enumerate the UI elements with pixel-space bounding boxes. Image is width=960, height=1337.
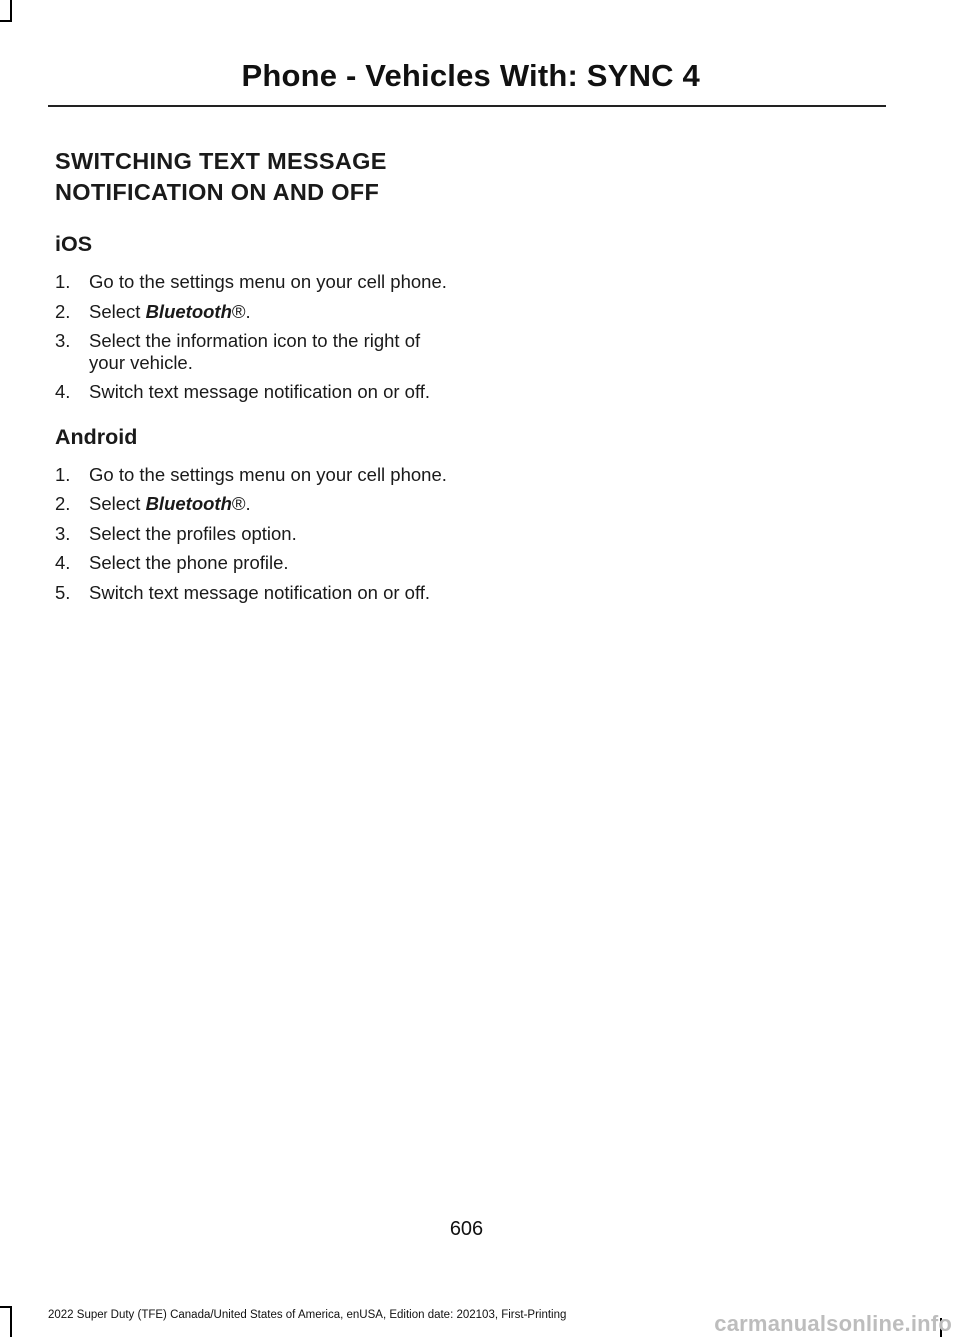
step-emphasis: Bluetooth [145,493,232,514]
step-number: 4. [55,552,71,573]
list-item [55,552,455,574]
list-item [55,464,455,486]
crop-mark [10,0,12,22]
watermark: carmanualsonline.info [714,1311,952,1336]
step-text: Select the profiles option. [89,522,297,544]
step-emphasis: Bluetooth [145,300,232,322]
crop-mark [0,1306,12,1308]
step-number: 4. [55,381,71,402]
step-number: 1. [55,463,71,485]
main-content [55,146,455,623]
header-divider [48,105,886,107]
step-text: Switch text message notification on or off. [89,581,431,603]
crop-mark [0,20,12,22]
page-number: 606 [449,1218,484,1240]
step-text: Select the information icon to the right of your vehicle. [89,330,421,373]
list-item [55,301,455,323]
section-title-line-2: NOTIFICATION ON AND OFF [55,179,380,205]
list-item [55,582,455,604]
step-text: Select the phone profile. [89,552,289,573]
section-title [55,146,455,208]
step-number: 5. [55,581,71,603]
ios-heading: iOS [55,232,93,256]
step-text: Switch text message notification on or off. [89,381,431,402]
android-heading: Android [55,424,138,449]
step-text-prefix: Select [89,300,146,322]
list-item [55,381,455,403]
list-item [55,523,455,545]
list-item [55,493,455,515]
section-title-line-1: SWITCHING TEXT MESSAGE [55,148,387,174]
list-item [55,271,455,293]
step-number: 2. [55,300,71,322]
step-number: 3. [55,330,71,351]
step-text: Go to the settings menu on your cell phone. [89,271,447,292]
list-item [55,330,455,373]
step-number: 1. [55,271,71,292]
step-text-prefix: Select [89,493,146,514]
step-text: Go to the settings menu on your cell phone. [89,463,447,485]
footer-edition-info: 2022 Super Duty (TFE) Canada/United States of America, enUSA, Edition date: 202103, First-Printing [48,1309,567,1321]
step-number: 3. [55,522,71,544]
step-number: 2. [55,493,71,514]
step-text-suffix: ®. [231,300,251,322]
step-text-suffix: ®. [231,493,251,514]
page-header-title: Phone - Vehicles With: SYNC 4 [241,58,700,93]
ios-steps-list [55,271,455,403]
android-steps-list [55,464,455,604]
crop-mark [10,1306,12,1337]
